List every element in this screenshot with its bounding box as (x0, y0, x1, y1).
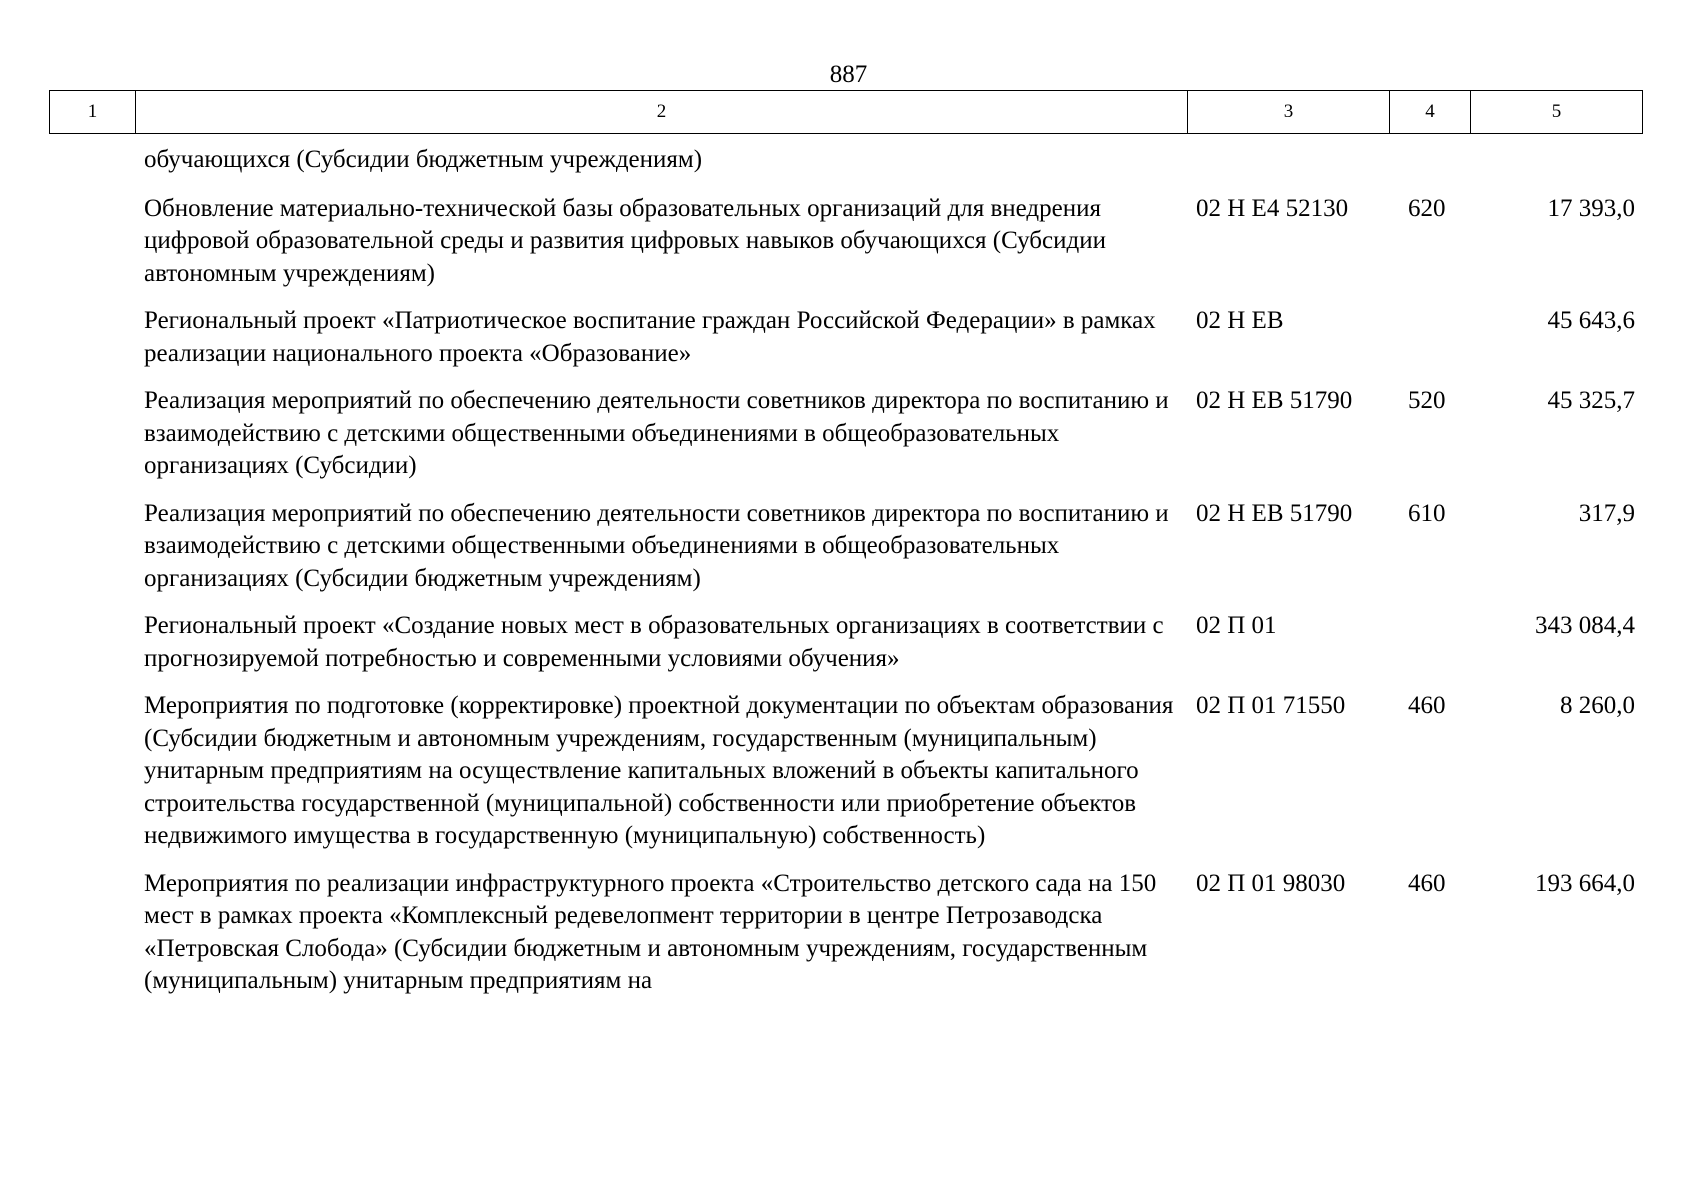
row-amount: 45 325,7 (1547, 387, 1635, 414)
row-code: 02 Н ЕВ (1196, 307, 1284, 334)
row-amount: 343 084,4 (1535, 612, 1635, 639)
column-header-4: 4 (1390, 91, 1471, 134)
column-header-2: 2 (136, 91, 1188, 134)
column-header-1: 1 (50, 91, 136, 134)
row-type: 610 (1408, 499, 1446, 527)
row-code: 02 П 01 98030 (1196, 869, 1346, 897)
row-description: Региональный проект «Создание новых мест в образовательных организациях в соответствии с прогнозируемой потребностью и современными условиями обучения» (144, 612, 1164, 672)
row-code: 02 Н ЕВ 51790 (1196, 499, 1353, 527)
column-header-row (50, 91, 1643, 134)
row-amount: 45 643,6 (1547, 307, 1635, 334)
budget-rows (0, 144, 1697, 1013)
column-header-table (49, 90, 1643, 134)
table-row (0, 610, 1697, 675)
row-amount: 193 664,0 (1535, 869, 1635, 897)
row-description: обучающихся (Субсидии бюджетным учреждениям) (144, 146, 703, 173)
row-type: 620 (1408, 194, 1446, 222)
table-row (0, 868, 1697, 998)
row-code: 02 П 01 (1196, 612, 1277, 639)
row-description: Реализация мероприятий по обеспечению деятельности советников директора по воспитанию и взаимодействию с детскими общественными объединениями в общеобразовательных организациях (Субсидии бюджетным учреждениям) (144, 499, 1169, 592)
row-type: 460 (1408, 869, 1446, 897)
row-description: Реализация мероприятий по обеспечению деятельности советников директора по воспитанию и взаимодействию с детскими общественными объединениями в общеобразовательных организациях (Субсидии) (144, 387, 1169, 479)
row-description: Мероприятия по реализации инфраструктурного проекта «Строительство детского сада на 150 мест в рамках проекта «Комплексный редевелопмент территории в центре Петрозаводска «Петровская Слобода» (Субсидии бюджетным и автономным учреждениям, государственным (муниципальным) унитарным предприятиям на (144, 869, 1157, 994)
table-row (0, 385, 1697, 483)
row-type: 520 (1408, 387, 1446, 414)
row-amount: 17 393,0 (1547, 194, 1635, 222)
row-type: 460 (1408, 692, 1446, 719)
table-row (0, 498, 1697, 596)
table-row (0, 193, 1697, 291)
row-code: 02 П 01 71550 (1196, 692, 1346, 719)
row-description: Обновление материально-технической базы образовательных организаций для внедрения цифровой образовательной среды и развития цифровых навыков обучающихся (Субсидии автономным учреждениям) (144, 194, 1106, 287)
row-description: Региональный проект «Патриотическое воспитание граждан Российской Федерации» в рамках реализации национального проекта «Образование» (144, 307, 1156, 367)
row-amount: 317,9 (1578, 499, 1635, 527)
column-header-5: 5 (1471, 91, 1643, 134)
table-row (0, 305, 1697, 370)
column-header-3: 3 (1188, 91, 1390, 134)
table-row (0, 690, 1697, 853)
row-code: 02 Н Е4 52130 (1196, 194, 1349, 222)
row-code: 02 Н ЕВ 51790 (1196, 387, 1353, 414)
row-description: Мероприятия по подготовке (корректировке) проектной документации по объектам образования (Субсидии бюджетным и автономным учреждениям, государственным (муниципальным) унитарным предприятиям на осуществление капитальных вложений в объекты капитального строительства государственной (муниципальной) собственности или приобретение объектов недвижимого имущества в государственную (муниципальную) собственность) (144, 692, 1174, 849)
row-amount: 8 260,0 (1560, 692, 1635, 719)
page-number: 887 (829, 61, 868, 88)
table-row (0, 144, 1697, 177)
